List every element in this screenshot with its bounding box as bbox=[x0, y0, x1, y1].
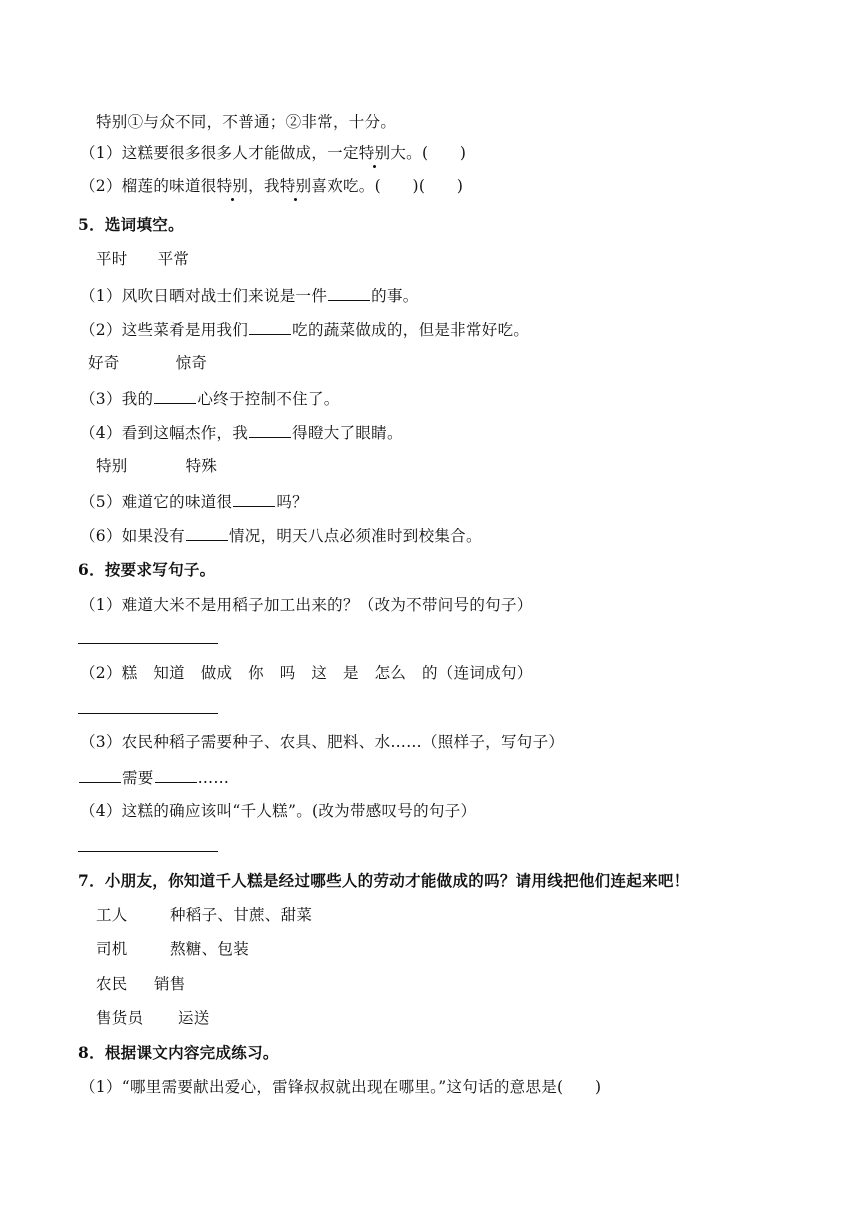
q4-item-1-answer[interactable]: 大。( ) bbox=[390, 144, 467, 162]
item-text: 吗？ bbox=[276, 493, 308, 511]
item-text: 情况，明天八点必须准时到校集合。 bbox=[228, 527, 482, 545]
q8-heading: 8．根据课文内容完成练习。 bbox=[78, 1043, 279, 1062]
item-text: （1）风吹日晒对战士们来说是一件 bbox=[80, 287, 328, 305]
match-row-2 bbox=[96, 939, 249, 959]
fill-blank[interactable] bbox=[155, 767, 197, 783]
q4-item-2 bbox=[80, 176, 463, 196]
word-choice: 平常 bbox=[157, 250, 190, 268]
word-choices-1 bbox=[96, 249, 189, 269]
answer-line[interactable] bbox=[78, 643, 218, 644]
match-left[interactable]: 售货员 bbox=[96, 1009, 144, 1027]
fill-blank[interactable] bbox=[249, 422, 291, 438]
q6-item-4: （4）这糕的确应该叫“千人糕”。(改为带感叹号的句子） bbox=[80, 802, 477, 820]
fill-blank[interactable] bbox=[233, 491, 275, 507]
q5-item-2 bbox=[80, 319, 529, 340]
word-choices-3 bbox=[96, 456, 217, 476]
meaning-definition: ①与众不同，不普通；②非常，十分。 bbox=[127, 113, 397, 131]
match-row-4 bbox=[96, 1008, 210, 1028]
match-right[interactable]: 销售 bbox=[154, 975, 186, 993]
fill-blank[interactable] bbox=[186, 525, 228, 541]
word-meaning-line bbox=[96, 112, 396, 132]
word-choice: 惊奇 bbox=[175, 354, 208, 372]
q5-item-1 bbox=[80, 285, 419, 306]
match-left[interactable]: 工人 bbox=[96, 906, 128, 924]
item-text: （3）我的 bbox=[80, 390, 154, 408]
match-right[interactable]: 熬糖、包装 bbox=[170, 940, 250, 958]
q5-item-3 bbox=[80, 388, 340, 409]
dotted-word: 特别 bbox=[358, 144, 391, 162]
q6-item-2: （2）糕 知道 做成 你 吗 这 是 怎么 的（连词成句） bbox=[80, 664, 533, 682]
item-text: （4）看到这幅杰作，我 bbox=[80, 424, 249, 442]
q5-item-5 bbox=[80, 491, 308, 512]
q8-item-1: （1）“哪里需要献出爱心，雷锋叔叔就出现在哪里。”这句话的意思是( ) bbox=[80, 1078, 602, 1096]
match-row-3 bbox=[96, 974, 186, 994]
dotted-word: 特别 bbox=[279, 177, 312, 195]
item-text: 的事。 bbox=[371, 287, 419, 305]
meaning-word: 特别 bbox=[96, 113, 128, 131]
q4-item-1-text: （1）这糕要很多很多人才能做成，一定 bbox=[80, 144, 359, 162]
q4-item-1 bbox=[80, 143, 466, 163]
word-choice: 特别 bbox=[96, 457, 128, 475]
word-choice: 特殊 bbox=[185, 457, 218, 475]
fill-blank[interactable] bbox=[154, 388, 196, 404]
match-left[interactable]: 司机 bbox=[96, 940, 128, 958]
answer-line[interactable] bbox=[78, 713, 218, 714]
q6-pattern-line bbox=[78, 767, 229, 788]
item-text: （2）这些菜肴是用我们 bbox=[80, 321, 249, 339]
dotted-word: 特别 bbox=[216, 177, 249, 195]
fill-blank[interactable] bbox=[249, 319, 291, 335]
item-text: 心终于控制不住了。 bbox=[197, 390, 340, 408]
q7-heading: 7．小朋友，你知道千人糕是经过哪些人的劳动才能做成的吗？请用线把他们连起来吧！ bbox=[78, 871, 690, 890]
item-text: 吃的蔬菜做成的，但是非常好吃。 bbox=[292, 321, 530, 339]
q4-item-2-answer[interactable]: 喜欢吃。( )( ) bbox=[311, 177, 464, 195]
match-left[interactable]: 农民 bbox=[96, 975, 128, 993]
word-choices-2 bbox=[88, 353, 207, 373]
q4-item-2-mid: ，我 bbox=[248, 177, 280, 195]
match-row-1 bbox=[96, 905, 312, 925]
answer-line[interactable] bbox=[78, 851, 218, 852]
q5-item-4 bbox=[80, 422, 403, 443]
match-right[interactable]: 种稻子、甘蔗、甜菜 bbox=[170, 906, 313, 924]
item-text: 得瞪大了眼睛。 bbox=[292, 424, 403, 442]
fill-blank[interactable] bbox=[328, 285, 370, 301]
word-choice: 平时 bbox=[96, 250, 128, 268]
q5-heading: 5．选词填空。 bbox=[78, 215, 184, 234]
q4-item-2-text: （2）榴莲的味道很 bbox=[80, 177, 217, 195]
q5-item-6 bbox=[80, 525, 482, 546]
pattern-ellipsis: …… bbox=[197, 769, 230, 787]
pattern-word: 需要 bbox=[122, 769, 154, 787]
item-text: （6）如果没有 bbox=[80, 527, 185, 545]
q6-heading: 6．按要求写句子。 bbox=[78, 560, 216, 579]
q6-item-1: （1）难道大米不是用稻子加工出来的？（改为不带问号的句子） bbox=[80, 596, 533, 614]
word-choice: 好奇 bbox=[88, 354, 120, 372]
match-right[interactable]: 运送 bbox=[178, 1009, 210, 1027]
q6-item-3: （3）农民种稻子需要种子、农具、肥料、水……（照样子，写句子） bbox=[80, 733, 565, 751]
fill-blank[interactable] bbox=[79, 767, 121, 783]
item-text: （5）难道它的味道很 bbox=[80, 493, 233, 511]
